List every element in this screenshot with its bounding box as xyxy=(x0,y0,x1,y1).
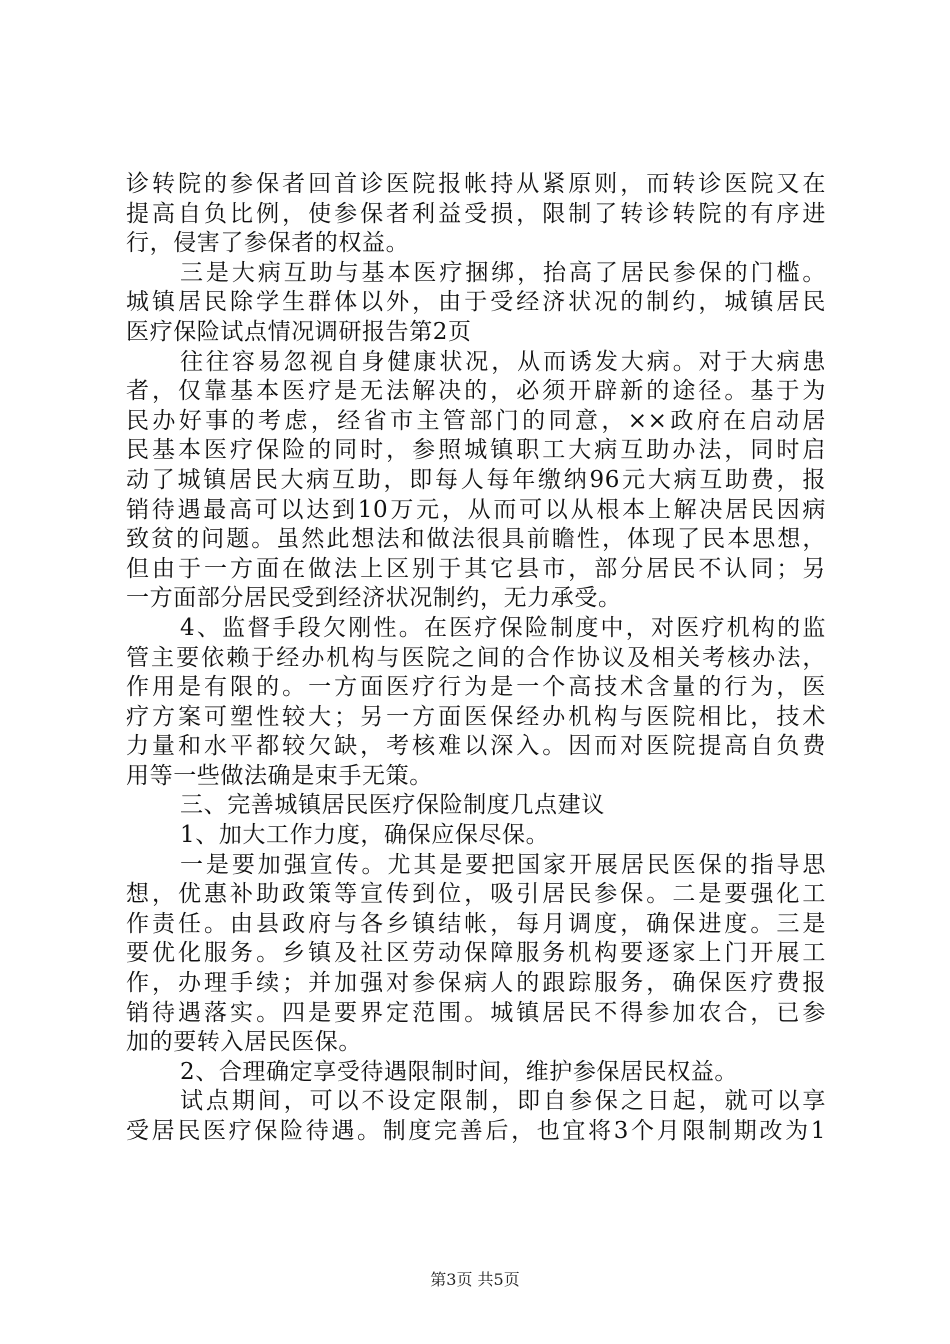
text-line: 2、合理确定享受待遇限制时间，维护参保居民权益。 xyxy=(180,1058,739,1085)
text-line: 试点期间，可以不设定限制，即自参保之日起，就可以享 xyxy=(180,1088,826,1115)
text-line: 但由于一方面在做法上区别于其它县市，部分居民不认同；另 xyxy=(126,555,826,582)
text-line: 要优化服务。乡镇及社区劳动保障服务机构要逐家上门开展工 xyxy=(126,940,826,967)
text-line: 管主要依赖于经办机构与医院之间的合作协议及相关考核办法， xyxy=(126,644,826,671)
text-line: 民基本医疗保险的同时，参照城镇职工大病互助办法，同时启 xyxy=(126,437,826,464)
text-line: 力量和水平都较欠缺，考核难以深入。因而对医院提高自负费 xyxy=(126,733,826,760)
text-line: 诊转院的参保者回首诊医院报帐持从紧原则，而转诊医院又在 xyxy=(126,171,826,197)
document-body xyxy=(126,170,826,1147)
text-line: 三、完善城镇居民医疗保险制度几点建议 xyxy=(180,792,605,819)
text-line: 致贫的问题。虽然此想法和做法很具前瞻性，体现了民本思想， xyxy=(126,526,826,553)
page-footer: 第3页 共5页 xyxy=(430,1270,520,1289)
text-line: 销待遇落实。四是要界定范围。城镇居民不得参加农合，已参 xyxy=(126,999,826,1026)
text-line: 一方面部分居民受到经济状况制约，无力承受。 xyxy=(126,585,622,612)
text-line: 者，仅靠基本医疗是无法解决的，必须开辟新的途径。基于为 xyxy=(126,378,826,405)
text-line: 受居民医疗保险待遇。制度完善后，也宜将3个月限制期改为1 xyxy=(126,1118,826,1144)
text-line: 用等一些做法确是束手无策。 xyxy=(126,762,433,789)
text-line: 一是要加强宣传。尤其是要把国家开展居民医保的指导思 xyxy=(180,851,826,878)
text-line: 销待遇最高可以达到10万元，从而可以从根本上解决居民因病 xyxy=(126,496,826,523)
text-line: 三是大病互助与基本医疗捆绑，抬高了居民参保的门槛。 xyxy=(180,259,826,286)
text-line: 疗方案可塑性较大；另一方面医保经办机构与医院相比，技术 xyxy=(126,703,826,730)
text-line: 想，优惠补助政策等宣传到位，吸引居民参保。二是要强化工 xyxy=(126,881,826,908)
text-line: 民办好事的考虑，经省市主管部门的同意，××政府在启动居 xyxy=(126,407,826,434)
text-line: 城镇居民除学生群体以外，由于受经济状况的制约，城镇居民 xyxy=(126,289,826,316)
text-line: 作责任。由县政府与各乡镇结帐，每月调度，确保进度。三是 xyxy=(126,910,826,937)
text-line: 1、加大工作力度，确保应保尽保。 xyxy=(180,822,550,849)
text-line: 动了城镇居民大病互助，即每人每年缴纳96元大病互助费，报 xyxy=(126,466,826,493)
text-line: 医疗保险试点情况调研报告第2页 xyxy=(126,318,472,345)
text-line: 加的要转入居民医保。 xyxy=(126,1029,362,1056)
text-line: 往往容易忽视自身健康状况，从而诱发大病。对于大病患 xyxy=(180,348,826,375)
text-line: 4、监督手段欠刚性。在医疗保险制度中，对医疗机构的监 xyxy=(180,614,826,641)
text-line: 作用是有限的。一方面医疗行为是一个高技术含量的行为，医 xyxy=(126,674,826,701)
text-line: 作，办理手续；并加强对参保病人的跟踪服务，确保医疗费报 xyxy=(126,970,826,997)
text-line: 行，侵害了参保者的权益。 xyxy=(126,230,410,257)
text-line: 提高自负比例，使参保者利益受损，限制了转诊转院的有序进 xyxy=(126,200,826,227)
